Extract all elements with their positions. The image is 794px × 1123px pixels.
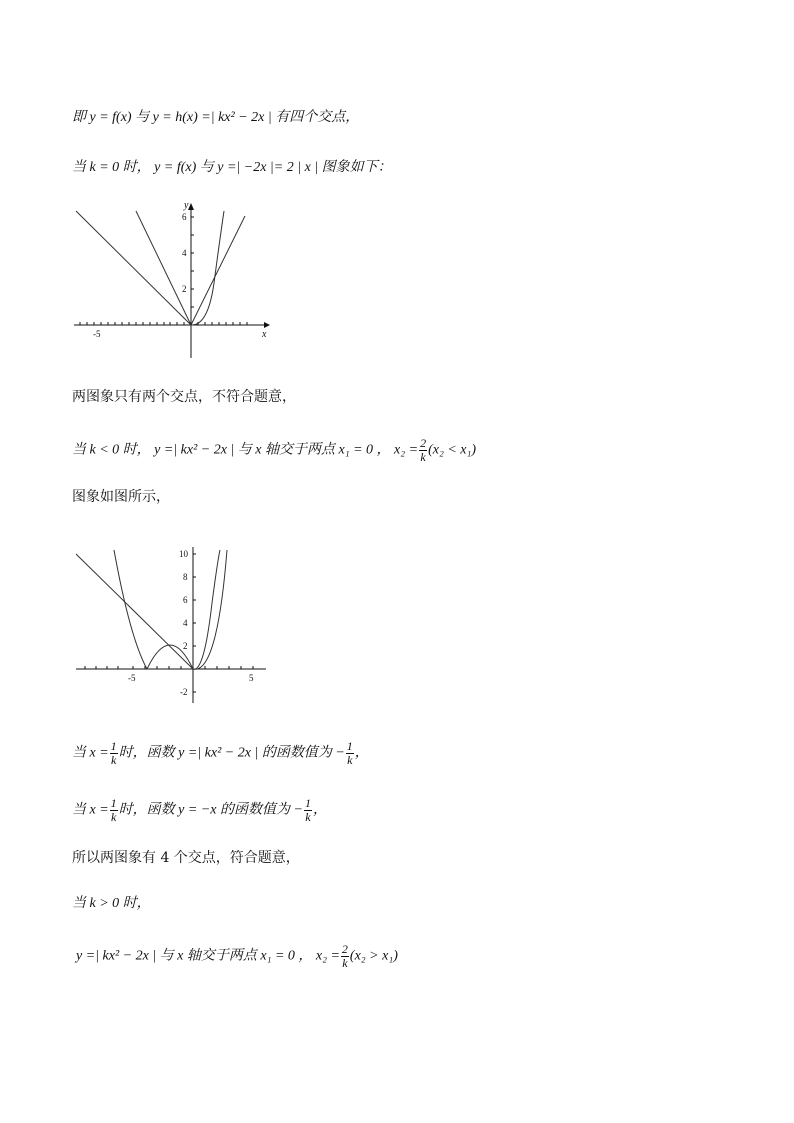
- x-axis-arrow: [264, 322, 270, 328]
- line7-part-a: 当 x =: [72, 802, 109, 818]
- x-axis-label: x: [262, 329, 267, 340]
- text-line-5: 图象如图所示，: [72, 489, 170, 505]
- text-line-1: 即 y = f(x) 与 y = h(x) =| kx² − 2x | 有四个交点，: [72, 110, 360, 125]
- text-line-8: 所以两图象有 4 个交点，符合题意，: [72, 850, 300, 866]
- y-tick-8: 8: [183, 572, 188, 582]
- text-line-10: [76, 943, 398, 970]
- x-tick-minus5: -5: [128, 673, 136, 683]
- text-line-4: [72, 437, 476, 464]
- y-tick-4: 4: [182, 248, 187, 258]
- y-axis-arrow: [188, 203, 194, 210]
- fraction-2-over-k: $\frac{2}{k}$: [420, 436, 427, 464]
- text-line-6: [72, 740, 369, 767]
- curve-line-neg-x: [76, 554, 193, 669]
- curve-abs-2x: [76, 211, 245, 325]
- line6-part-a: 当 x =: [72, 745, 109, 761]
- text-line-7: [72, 797, 327, 824]
- curve-parabola-steep: [193, 550, 220, 669]
- line7-part-b: 时，函数 y = −x 的函数值为 −: [118, 802, 303, 818]
- curve-right-branch: [193, 550, 227, 669]
- line7-part-c: ，: [312, 802, 327, 818]
- fraction-1-over-k: $\frac{1}{k}$: [110, 739, 117, 767]
- fraction-1-over-k: $\frac{1}{k}$: [110, 796, 117, 824]
- line10-part-a: y =| kx² − 2x | 与 x 轴交于两点 x₁ = 0 ， x₂ =: [76, 948, 340, 964]
- y-tick-6: 6: [182, 212, 187, 222]
- line6-part-b: 时，函数 y =| kx² − 2x | 的函数值为 −: [118, 745, 345, 761]
- line4-part-b: (x₂ < x₁): [428, 442, 477, 458]
- graph-k-negative: [72, 543, 272, 708]
- y-axis-label: y: [184, 200, 189, 211]
- curve-left-steep: [136, 211, 191, 325]
- y-tick-6: 6: [183, 595, 188, 605]
- text-line-2: 当 k = 0 时， y = f(x) 与 y =| −2x |= 2 | x | 图象如下：: [72, 160, 392, 175]
- y-tick-2: 2: [182, 284, 187, 294]
- text-line-9: 当 k > 0 时，: [72, 896, 151, 911]
- y-tick-2: 2: [183, 641, 188, 651]
- y-tick-10: 10: [179, 549, 188, 559]
- line4-part-a: 当 k < 0 时， y =| kx² − 2x | 与 x 轴交于两点 x₁ = 0 ， x₂ =: [72, 442, 419, 458]
- fraction-2-over-k: $\frac{2}{k}$: [341, 942, 348, 970]
- line6-part-c: ，: [354, 745, 369, 761]
- graph-k-zero: [72, 198, 272, 363]
- text-line-3: 两图象只有两个交点，不符合题意，: [72, 389, 296, 405]
- x-tick-5: 5: [249, 673, 254, 683]
- fraction-1-over-k: $\frac{1}{k}$: [346, 739, 353, 767]
- curve-left-branch: [114, 550, 147, 669]
- fraction-1-over-k: $\frac{1}{k}$: [304, 796, 311, 824]
- y-tick-minus2: -2: [180, 687, 188, 697]
- x-tick-minus5: -5: [93, 329, 101, 339]
- line10-part-b: (x₂ > x₁): [349, 948, 398, 964]
- y-tick-4: 4: [183, 618, 188, 628]
